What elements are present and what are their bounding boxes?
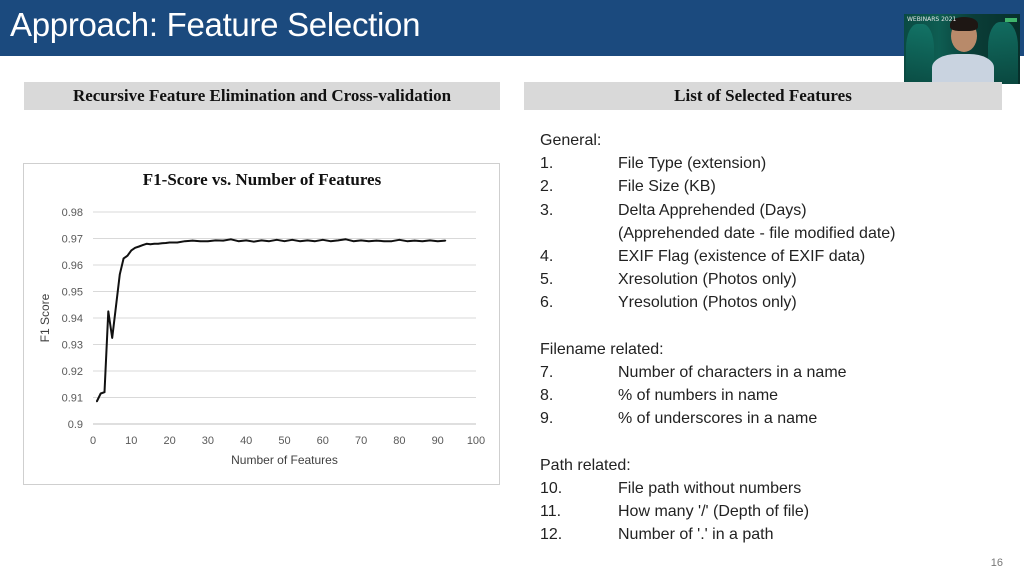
feature-number: 6. [540, 294, 554, 312]
video-curtain-left [906, 24, 934, 84]
x-tick-label: 10 [125, 435, 138, 447]
f1-score-point [330, 240, 332, 242]
f1-score-chart [23, 163, 500, 485]
f1-score-point [299, 240, 301, 242]
f1-score-point [429, 240, 431, 242]
f1-score-point [253, 241, 255, 243]
feature-number: 11. [540, 503, 562, 521]
f1-score-point [207, 240, 209, 242]
f1-score-point [138, 246, 140, 248]
y-tick-label: 0.91 [61, 392, 83, 405]
f1-score-point [414, 240, 416, 242]
f1-score-point [111, 337, 113, 339]
feature-number: 1. [540, 155, 554, 173]
chart-title: F1-Score vs. Number of Features [142, 170, 382, 189]
presenter-body [932, 54, 994, 84]
f1-score-point [230, 239, 232, 241]
f1-score-point [284, 240, 286, 242]
y-tick-label: 0.93 [61, 339, 83, 352]
f1-score-point [184, 240, 186, 242]
f1-score-point [192, 240, 194, 242]
f1-score-point [96, 401, 98, 403]
feature-number: 10. [540, 480, 563, 497]
f1-score-point [146, 243, 148, 245]
feature-text: File path without numbers [618, 480, 802, 497]
f1-score-series-line [97, 239, 446, 401]
feature-number: 3. [540, 201, 554, 219]
y-tick-label: 0.92 [61, 366, 83, 378]
f1-score-point [123, 258, 125, 260]
group-heading: Filename related: [540, 340, 664, 358]
f1-score-point [445, 240, 447, 242]
feature-text: % of numbers in name [618, 387, 779, 405]
f1-score-point [127, 255, 129, 257]
feature-number: 2. [540, 178, 554, 196]
feature-text: EXIF Flag (existence of EXIF data) [618, 248, 866, 265]
feature-text: Number of characters in a name [618, 364, 847, 381]
group-heading: General: [540, 132, 602, 149]
slide-title-bar [0, 0, 1024, 56]
feature-text: File Size (KB) [618, 178, 716, 196]
feature-number: 4. [540, 248, 554, 265]
x-tick-label: 50 [278, 435, 291, 447]
x-tick-label: 40 [240, 435, 253, 447]
y-tick-label: 0.95 [61, 286, 83, 299]
feature-text: File Type (extension) [618, 155, 767, 173]
feature-number: 12. [540, 526, 563, 544]
f1-score-point [131, 250, 133, 252]
f1-score-point [322, 239, 324, 241]
f1-score-point [437, 240, 439, 242]
f1-score-point [399, 239, 401, 241]
feature-text: % of underscores in a name [618, 410, 818, 428]
y-tick-label: 0.94 [61, 313, 83, 325]
f1-score-point [115, 305, 117, 307]
feature-text: Delta Apprehended (Days) [618, 201, 807, 219]
f1-score-point [177, 242, 179, 244]
f1-score-point [245, 240, 247, 242]
webinar-logo: WEBINARS 2021 [907, 16, 957, 23]
f1-score-point [291, 239, 293, 241]
f1-score-point [142, 244, 144, 246]
f1-score-point [157, 243, 159, 245]
f1-score-point [406, 240, 408, 242]
f1-score-point [222, 240, 224, 242]
f1-score-point [199, 240, 201, 242]
presenter-video[interactable] [904, 14, 1020, 84]
x-axis-label: Number of Features [231, 453, 338, 467]
x-tick-label: 30 [201, 435, 215, 447]
f1-score-point [268, 240, 270, 242]
y-tick-label: 0.98 [61, 207, 83, 219]
x-tick-label: 0 [89, 435, 97, 447]
f1-score-point [154, 243, 156, 245]
f1-score-point [314, 240, 316, 242]
rfecv-header: Recursive Feature Elimination and Cross-validation [24, 82, 500, 110]
f1-score-point [119, 274, 121, 276]
x-tick-label: 80 [393, 435, 406, 447]
f1-score-point [383, 240, 385, 242]
y-tick-label: 0.96 [61, 260, 83, 272]
f1-score-point [238, 240, 240, 242]
f1-score-point [337, 240, 339, 242]
selected-features-header: List of Selected Features [524, 82, 1002, 110]
f1-score-point [169, 242, 171, 244]
feature-number: 9. [540, 410, 554, 428]
feature-text: Number of '.' in a path [618, 526, 774, 544]
feature-text: Xresolution (Photos only) [618, 271, 797, 289]
f1-score-point [100, 393, 102, 395]
f1-score-point [345, 239, 347, 241]
feature-number: 7. [540, 364, 554, 381]
feature-text: Yresolution (Photos only) [618, 294, 797, 312]
x-tick-label: 100 [466, 435, 486, 447]
feature-number: 8. [540, 387, 554, 405]
f1-score-point [360, 240, 362, 242]
f1-score-point [353, 240, 355, 242]
f1-score-point [165, 242, 167, 244]
f1-score-point [150, 244, 152, 246]
f1-score-point [368, 240, 370, 242]
y-tick-label: 0.9 [67, 419, 83, 431]
group-heading: Path related: [540, 456, 631, 474]
f1-score-point [261, 240, 263, 242]
f1-score-point [307, 240, 309, 242]
webinar-badge [1005, 18, 1017, 22]
f1-score-point [104, 391, 106, 393]
f1-score-point [376, 240, 378, 242]
x-tick-label: 60 [316, 435, 329, 447]
feature-subtext: (Apprehended date - file modified date) [618, 224, 896, 242]
f1-score-point [391, 240, 393, 242]
feature-number: 5. [540, 271, 554, 289]
x-tick-label: 90 [431, 435, 444, 447]
slide-title: Approach: Feature Selection [10, 6, 421, 43]
feature-text: How many '/' (Depth of file) [618, 503, 810, 521]
x-tick-label: 20 [163, 435, 176, 447]
f1-score-point [134, 247, 136, 249]
f1-score-point [161, 243, 163, 245]
y-axis-label: F1 Score [38, 293, 52, 343]
slide-number: 16 [990, 557, 1003, 569]
f1-score-point [276, 239, 278, 241]
f1-score-point [215, 240, 217, 242]
f1-score-point [422, 240, 424, 242]
x-tick-label: 70 [354, 435, 368, 447]
f1-score-point [108, 311, 110, 313]
y-tick-label: 0.97 [61, 233, 83, 246]
